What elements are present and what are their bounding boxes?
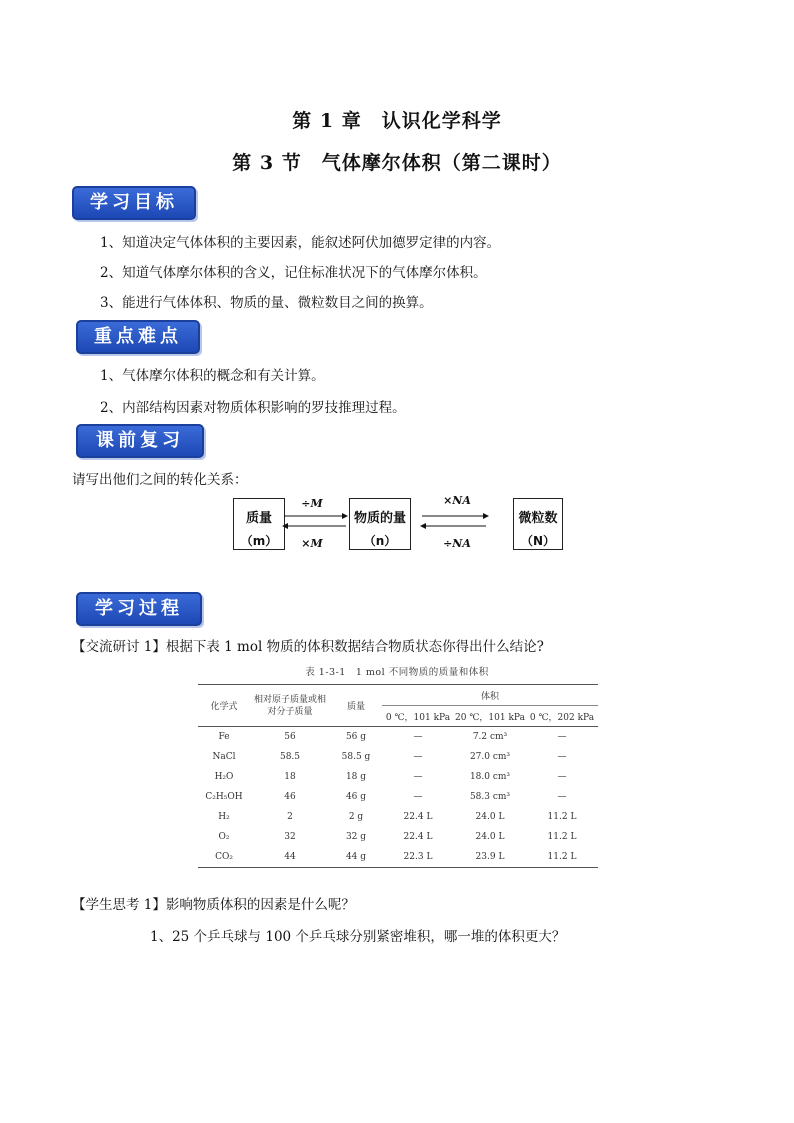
table-cell-v1: — [413,752,423,762]
objective-item-3: 3、能进行气体体积、物质的量、微粒数目之间的换算。 [100,295,433,311]
arrow-head-left-1 [282,523,288,529]
table-body [198,727,598,868]
header-relmass: 相对原子质量或相对分子质量 [253,694,326,717]
table-cell-rel: 58.5 [279,752,301,762]
mass-box [233,498,285,550]
mass-symbol: （m） [240,534,278,548]
keypoint-item-2: 2、内部结构因素对物质体积影响的罗技推理过程。 [100,400,406,416]
header-mass: 质量 [346,702,365,712]
header-formula: 化学式 [210,702,238,712]
table-row [198,827,598,847]
table-cell-formula: O₂ [218,832,230,842]
objectives-badge: 学习目标 [72,186,196,220]
chapter-title: 第 1 章 认识化学科学 [292,110,502,132]
arrow-head-right-2 [483,513,489,519]
table-cell-formula: Fe [218,732,230,742]
table-cell-v1: 22.3 L [403,852,433,862]
table-cell-rel: 56 [284,732,296,742]
table-cell-rel: 46 [284,792,296,802]
table-cell-v3: — [557,732,567,742]
table-cell-v2: 7.2 cm³ [472,732,508,742]
amount-label: 物质的量 [353,511,406,526]
arrow-head-right-1 [342,513,348,519]
amount-symbol: （n） [363,534,397,548]
table-cell-rel: 32 [284,832,296,842]
table-cell-mass: 32 g [345,832,367,842]
table-cell-v3: 11.2 L [547,812,577,822]
table-cell-mass: 2 g [348,812,364,822]
review-prompt: 请写出他们之间的转化关系： [72,472,248,488]
question-1: 【交流研讨 1】根据下表 1 mol 物质的体积数据结合物质状态你得出什么结论? [72,639,544,655]
table-cell-v2: 18.0 cm³ [469,772,511,782]
table-row [198,787,598,807]
table-cell-v1: 22.4 L [403,812,433,822]
header-cond3: 0 ℃，202 kPa [529,712,595,723]
keypoints-badge: 重点难点 [76,320,200,354]
table-cell-v2: 27.0 cm³ [469,752,511,762]
table-cell-v3: 11.2 L [547,832,577,842]
think-1-question-1: 1、25 个乒乓球与 100 个乒乓球分别紧密堆积，哪一堆的体积更大？ [150,929,566,945]
table-cell-v1: — [413,772,423,782]
table-cell-rel: 44 [284,852,296,862]
op-divide-M: ÷M [301,497,323,510]
table-cell-v2: 24.0 L [475,832,505,842]
table-cell-v3: 11.2 L [547,852,577,862]
table-cell-mass: 56 g [345,732,367,742]
table-row [198,767,598,787]
table-cell-formula: NaCl [212,752,236,762]
particles-symbol: （N） [520,534,556,548]
table-cell-mass: 44 g [345,852,367,862]
header-cond1: 0 ℃，101 kPa [385,712,451,723]
table-cell-mass: 46 g [345,792,367,802]
table-cell-v1: 22.4 L [403,832,433,842]
table-row [198,807,598,827]
op-times-M: ×M [301,537,323,550]
table-cell-formula: H₂O [214,772,234,782]
table-cell-v2: 23.9 L [475,852,505,862]
table-cell-v1: — [413,732,423,742]
op-divide-NA: ÷NA [443,537,471,550]
table-cell-v2: 24.0 L [475,812,505,822]
objective-item-1: 1、知道决定气体体积的主要因素，能叙述阿伏加德罗定律的内容。 [100,235,501,251]
table-cell-rel: 18 [284,772,296,782]
particles-box [513,498,563,550]
table-caption: 表 1-3-1 1 mol 不同物质的质量和体积 [305,667,489,678]
table-cell-v2: 58.3 cm³ [469,792,511,802]
table-cell-mass: 58.5 g [341,752,371,762]
section-title: 第 3 节 气体摩尔体积（第二课时） [232,152,562,174]
review-badge: 课前复习 [76,424,204,458]
header-cond2: 20 ℃，101 kPa [455,712,525,723]
header-volume: 体积 [382,685,598,706]
volume-table [198,684,598,868]
process-badge: 学习过程 [76,592,202,626]
keypoint-item-1: 1、气体摩尔体积的概念和有关计算。 [100,368,325,384]
table-cell-v1: — [413,792,423,802]
table-cell-v3: — [557,792,567,802]
table-row [198,847,598,868]
table-row [198,747,598,767]
table-row [198,727,598,748]
op-times-NA: ×NA [443,494,471,507]
particles-label: 微粒数 [518,511,558,526]
table-cell-v3: — [557,772,567,782]
table-cell-rel: 2 [287,812,293,822]
table-cell-formula: CO₂ [215,852,233,862]
think-1: 【学生思考 1】影响物质体积的因素是什么呢？ [72,897,355,913]
arrow-head-left-2 [420,523,426,529]
table-cell-formula: H₂ [218,812,230,822]
table-cell-v3: — [557,752,567,762]
table-cell-formula: C₂H₅OH [205,792,243,802]
table-cell-mass: 18 g [345,772,367,782]
objective-item-2: 2、知道气体摩尔体积的含义，记住标准状况下的气体摩尔体积。 [100,265,487,281]
mass-label: 质量 [245,511,272,526]
